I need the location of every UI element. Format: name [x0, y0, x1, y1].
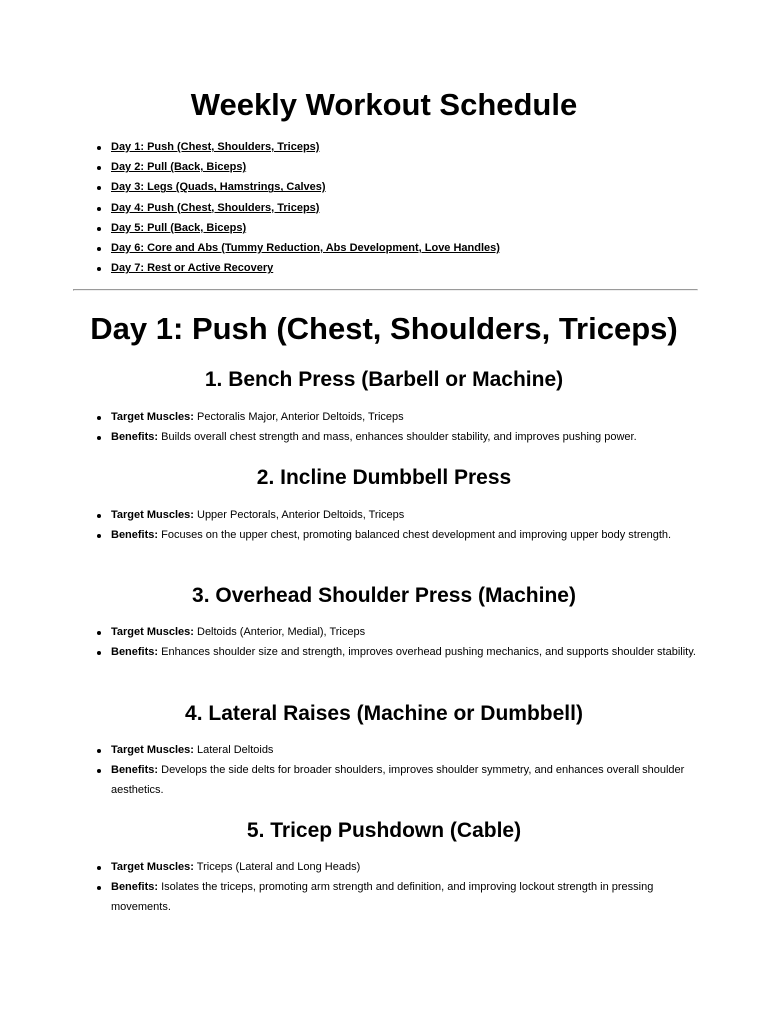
exercise-4-heading: 4. Lateral Raises (Machine or Dumbbell)	[185, 702, 583, 725]
exercise-2-details	[96, 505, 696, 545]
exercise-4-benefits	[96, 760, 696, 800]
target-muscles-label: Target Muscles:	[111, 509, 194, 521]
exercise-3-target	[96, 622, 696, 642]
benefits-label: Benefits:	[111, 881, 159, 894]
exercise-3-details	[96, 622, 696, 662]
exercise-3-benefits	[96, 642, 696, 662]
toc-link-day-4[interactable]: Day 4: Push (Chest, Shoulders, Triceps)	[111, 201, 320, 214]
exercise-5-details	[96, 857, 696, 918]
toc-link-day-6[interactable]: Day 6: Core and Abs (Tummy Reduction, Abs Development, Love Handles)	[111, 241, 500, 254]
benefits-label: Benefits:	[111, 646, 159, 659]
exercise-1-heading: 1. Bench Press (Barbell or Machine)	[204, 368, 564, 391]
target-muscles-value: Pectoralis Major, Anterior Deltoids, Triceps	[197, 411, 404, 423]
target-muscles-label: Target Muscles:	[111, 626, 194, 638]
target-muscles-value: Deltoids (Anterior, Medial), Triceps	[197, 626, 366, 638]
exercise-1-target	[96, 407, 696, 427]
day-1-heading: Day 1: Push (Chest, Shoulders, Triceps)	[90, 311, 678, 346]
toc-link-day-3[interactable]: Day 3: Legs (Quads, Hamstrings, Calves)	[111, 181, 326, 194]
page-title: Weekly Workout Schedule	[190, 87, 578, 122]
target-muscles-label: Target Muscles:	[111, 744, 194, 756]
toc-link-day-5[interactable]: Day 5: Pull (Back, Biceps)	[111, 221, 247, 234]
target-muscles-value: Triceps (Lateral and Long Heads)	[196, 861, 361, 873]
benefits-value: Focuses on the upper chest, promoting balanced chest development and improving upper body strength.	[161, 529, 672, 542]
exercise-2-benefits	[96, 525, 696, 545]
exercise-2-target	[96, 505, 696, 525]
exercise-4-details	[96, 740, 696, 801]
exercise-3-heading: 3. Overhead Shoulder Press (Machine)	[192, 584, 576, 607]
exercise-4-target	[96, 740, 696, 760]
target-muscles-label: Target Muscles:	[111, 411, 194, 423]
target-muscles-value: Lateral Deltoids	[197, 744, 274, 756]
toc-item-day-5	[96, 218, 500, 238]
toc-item-day-6	[96, 238, 500, 258]
exercise-5-target	[96, 857, 696, 877]
benefits-value: Enhances shoulder size and strength, improves overhead pushing mechanics, and supports shoulder stability.	[161, 646, 696, 659]
toc-item-day-4	[96, 198, 500, 218]
target-muscles-label: Target Muscles:	[111, 861, 194, 873]
exercise-1-details	[96, 407, 696, 447]
exercise-1-benefits	[96, 427, 696, 447]
toc-link-day-7[interactable]: Day 7: Rest or Active Recovery	[111, 262, 274, 275]
toc-item-day-7	[96, 258, 500, 278]
benefits-label: Benefits:	[111, 529, 159, 542]
table-of-contents	[96, 137, 500, 278]
toc-item-day-1	[96, 137, 500, 157]
exercise-5-heading: 5. Tricep Pushdown (Cable)	[246, 819, 522, 842]
target-muscles-value: Upper Pectorals, Anterior Deltoids, Triceps	[197, 509, 405, 521]
exercise-2-heading: 2. Incline Dumbbell Press	[256, 466, 512, 489]
benefits-label: Benefits:	[111, 431, 159, 444]
toc-link-day-1[interactable]: Day 1: Push (Chest, Shoulders, Triceps)	[111, 141, 320, 153]
benefits-label: Benefits:	[111, 764, 159, 777]
section-divider	[73, 289, 698, 291]
benefits-value: Builds overall chest strength and mass, enhances shoulder stability, and improves pushing power.	[161, 431, 637, 444]
benefits-value: Isolates the triceps, promoting arm strength and definition, and improving lockout strength in pressing movements.	[111, 881, 654, 914]
benefits-value: Develops the side delts for broader shoulders, improves shoulder symmetry, and enhances overall shoulder aesthetics.	[111, 764, 685, 797]
toc-link-day-2[interactable]: Day 2: Pull (Back, Biceps)	[111, 161, 247, 174]
exercise-5-benefits	[96, 877, 696, 917]
toc-item-day-3	[96, 177, 500, 197]
toc-item-day-2	[96, 157, 500, 177]
